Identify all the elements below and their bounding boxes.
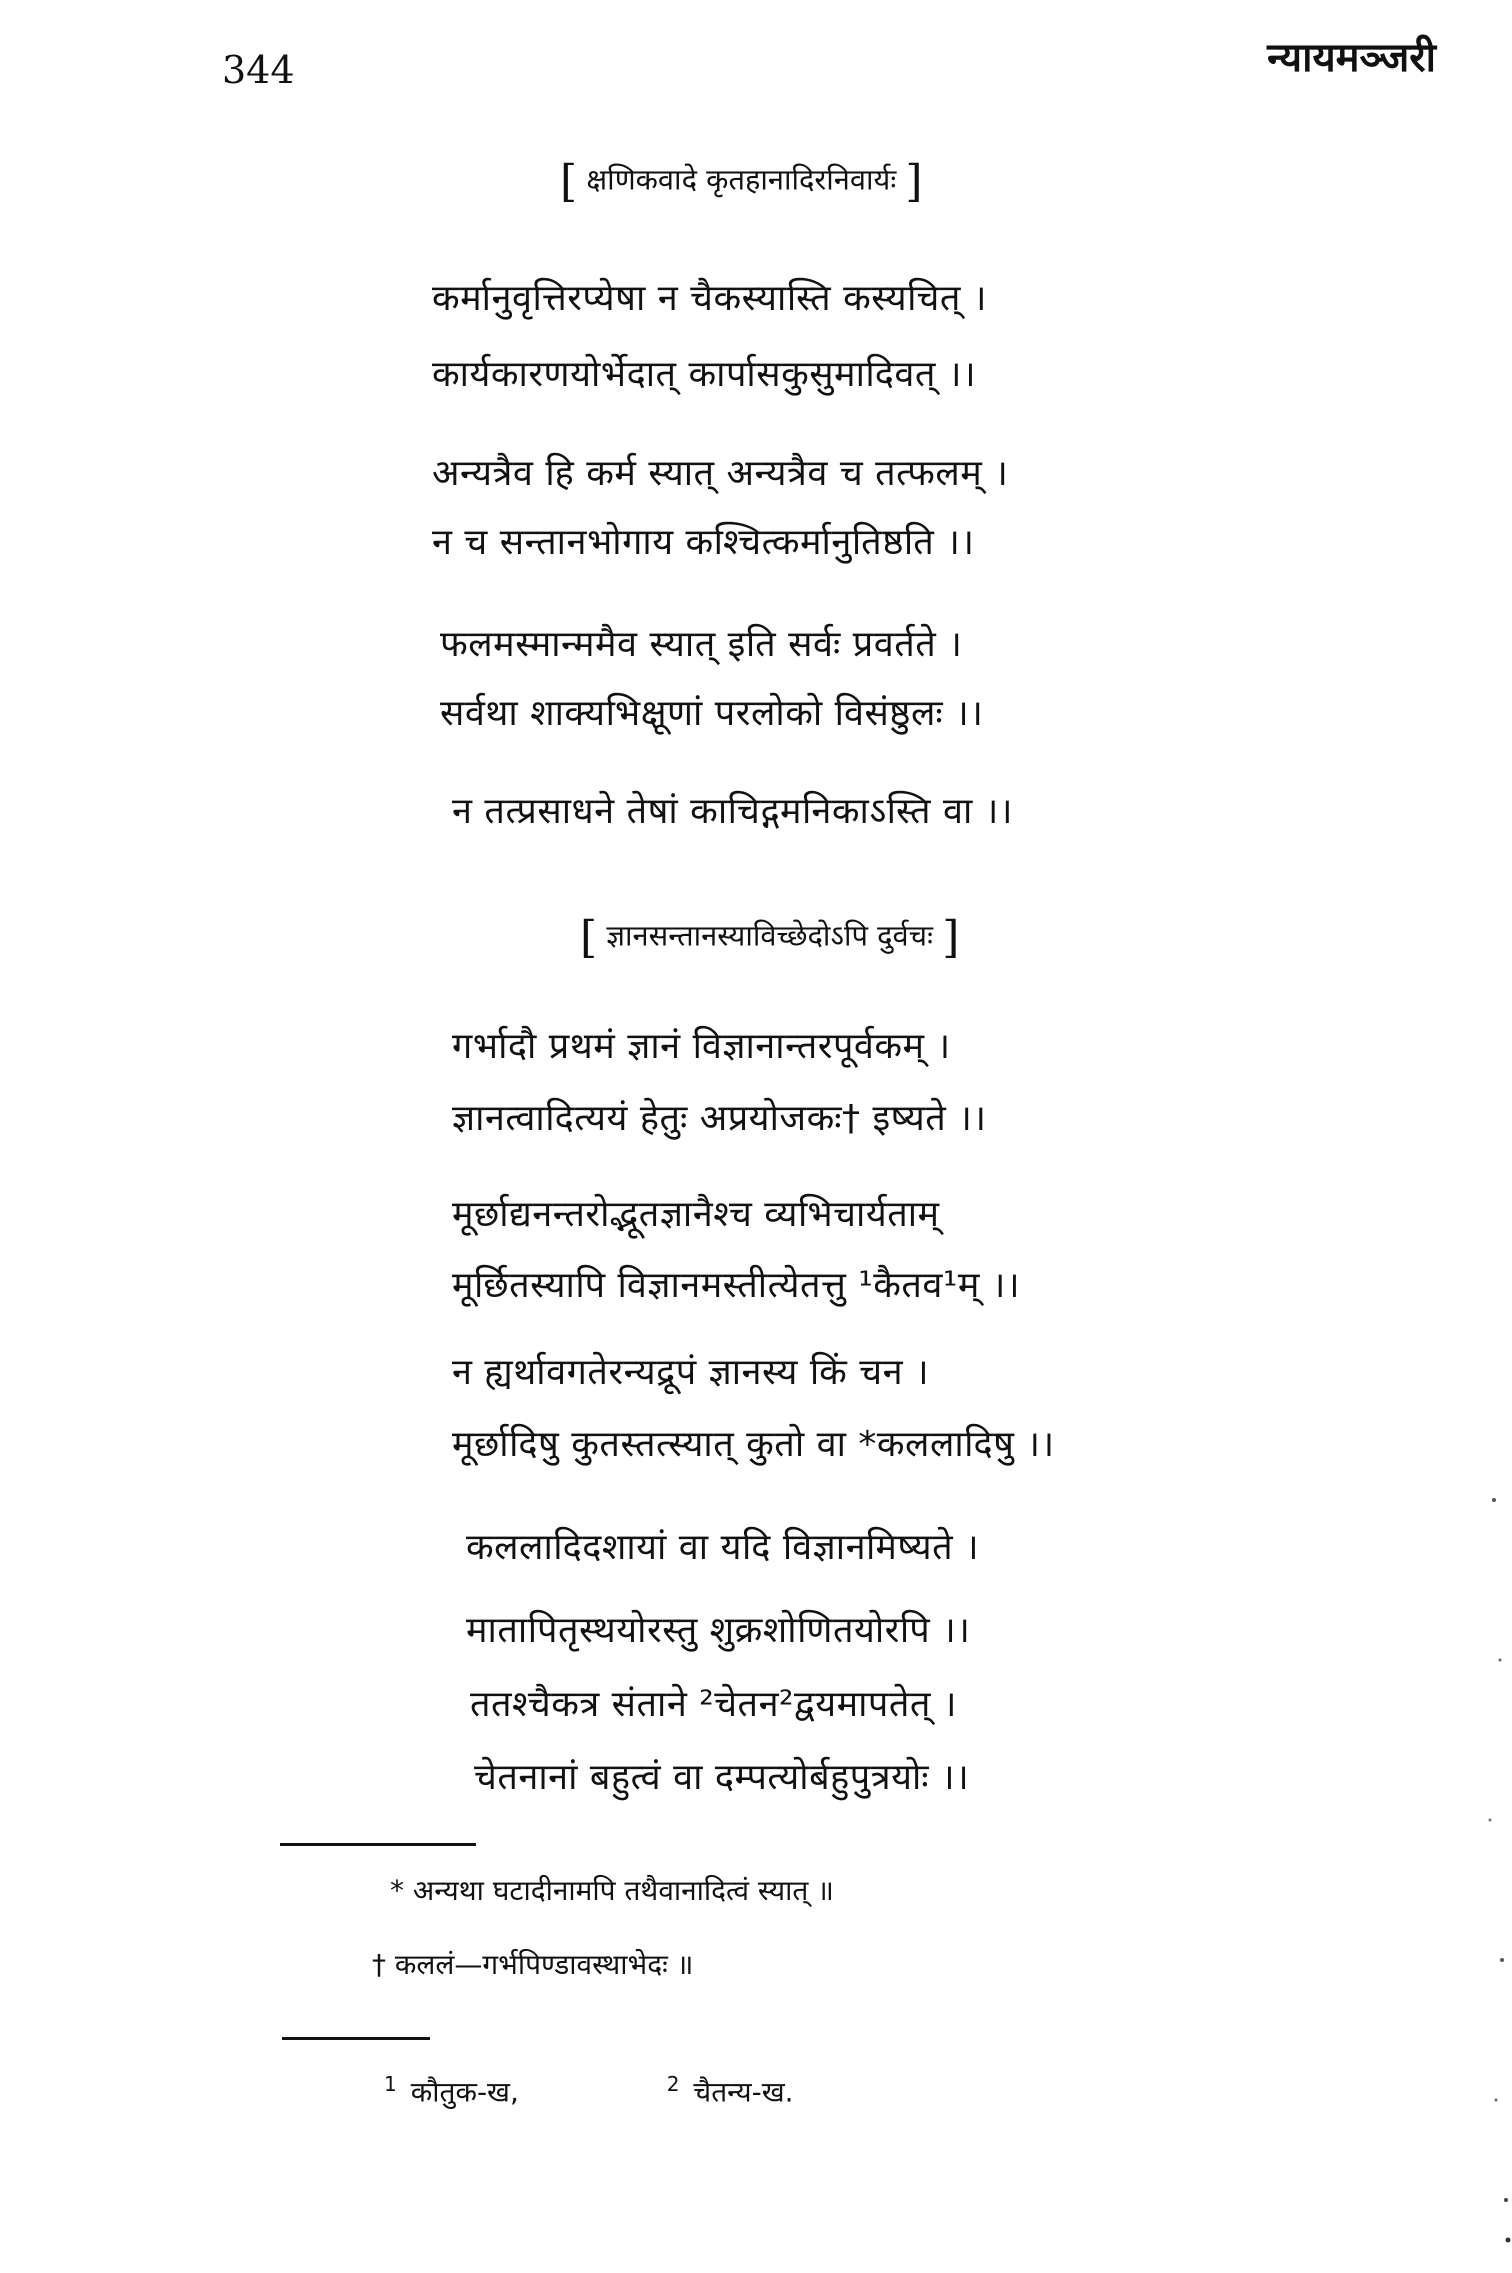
verse-line: मूर्छितस्यापि विज्ञानमस्तीत्येतत्तु ¹कैतव¹म् ।। — [452, 1265, 1021, 1306]
variant-marker: 1 — [384, 2072, 397, 2096]
section-heading-1 — [560, 156, 923, 207]
running-head: न्यायमञ्जरी — [1267, 35, 1436, 81]
verse-line: कार्यकारणयोर्भेदात् कार्पासकुसुमादिवत् ।। — [432, 354, 977, 395]
close-bracket: ] — [942, 912, 960, 963]
open-bracket: [ — [580, 912, 598, 963]
footnote: * अन्यथा घटादीनामपि तथैवानादित्वं स्यात् ॥ — [390, 1874, 834, 1907]
footnote-rule — [280, 1843, 476, 1846]
variant-marker: 2 — [666, 2072, 680, 2096]
section-heading-2 — [580, 912, 959, 963]
verse-line: न तत्प्रसाधने तेषां काचिद्गमनिकाऽस्ति वा ।। — [452, 791, 1014, 832]
verse-line: मूर्छादिषु कुतस्तत्स्यात् कुतो वा *कललादिषु ।। — [452, 1424, 1055, 1465]
verse-line: ज्ञानत्वादित्ययं हेतुः अप्रयोजकः† इष्यते ।। — [452, 1098, 987, 1139]
verse-line: चेतनानां बहुत्वं वा दम्पत्योर्बहुपुत्रयोः ।। — [474, 1757, 970, 1798]
verse-line: न ह्यर्थावगतेरन्यद्रूपं ज्ञानस्य किं चन । — [452, 1352, 930, 1393]
verse-line: फलमस्मान्ममैव स्यात् इति सर्वः प्रवर्तते । — [440, 624, 963, 665]
page-number: 344 — [222, 48, 295, 92]
verse-line: गर्भादौ प्रथमं ज्ञानं विज्ञानान्तरपूर्वकम् । — [452, 1026, 951, 1067]
verse-line: सर्वथा शाक्यभिक्षूणां परलोको विसंष्ठुलः ।। — [440, 693, 984, 734]
footnote: † कललं—गर्भपिण्डावस्थाभेदः ॥ — [372, 1948, 694, 1981]
verse-line: अन्यत्रैव हि कर्म स्यात् अन्यत्रैव च तत्फलम् । — [432, 453, 1009, 494]
verse-line: कललादिदशायां वा यदि विज्ञानमिष्यते । — [466, 1527, 980, 1568]
section-heading-2-text: ज्ञानसन्तानस्याविच्छेदोऽपि दुर्वचः — [606, 918, 933, 953]
verse-line: मातापितृस्थयोरस्तु शुक्रशोणितयोरपि ।। — [466, 1610, 971, 1651]
scan-edge-specks — [1482, 0, 1512, 2273]
verse-line: कर्मानुवृत्तिरप्येषा न चैकस्यास्ति कस्यचित् । — [432, 278, 987, 319]
verse-line: मूर्छाद्यनन्तरोद्भूतज्ञानैश्च व्यभिचार्यताम् — [452, 1194, 940, 1235]
variants-rule — [282, 2037, 430, 2040]
variant-readings — [384, 2072, 794, 2110]
verse-line: न च सन्तानभोगाय कश्चित्कर्मानुतिष्ठति ।। — [432, 522, 975, 563]
close-bracket: ] — [905, 156, 923, 207]
verse-line: ततश्चैकत्र संताने ²चेतन²द्वयमापतेत् । — [470, 1684, 957, 1725]
section-heading-1-text: क्षणिकवादे कृतहानादिरनिवार्यः — [586, 162, 897, 197]
open-bracket: [ — [560, 156, 578, 207]
variant-text: कौतुक-ख, — [410, 2075, 519, 2109]
variant-text: चैतन्य-ख. — [693, 2075, 794, 2109]
